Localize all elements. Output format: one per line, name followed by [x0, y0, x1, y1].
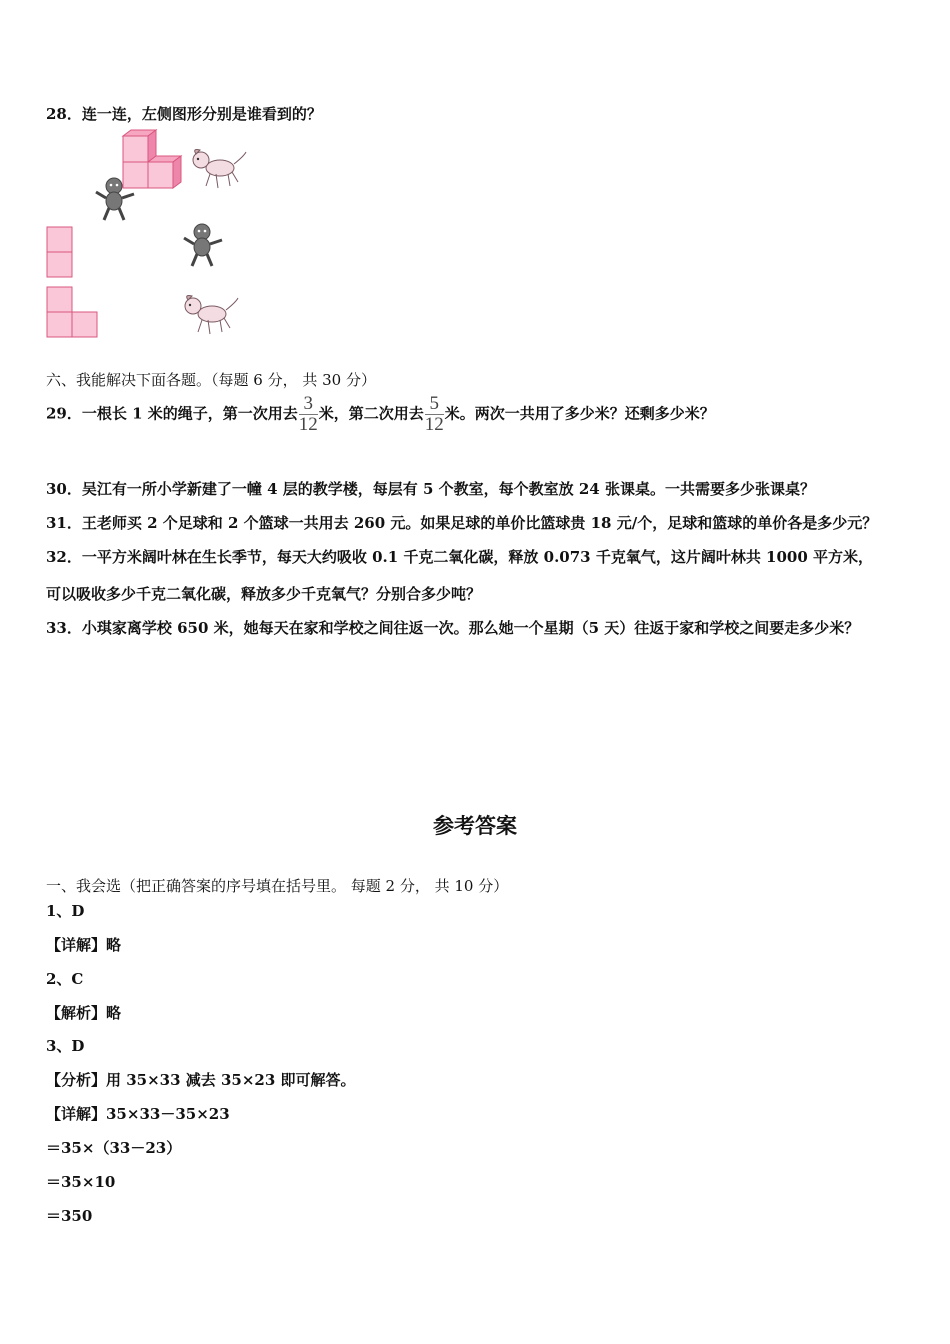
monkey-icon [180, 222, 226, 268]
question-30: 30．吴江有一所小学新建了一幢 4 层的教学楼，每层有 5 个教室，每个教室放 24 张课桌。一共需要多少张课桌？ [46, 480, 815, 498]
frac2-den: 12 [424, 414, 444, 435]
q29-suffix: 米。两次一共用了多少米？还剩多少米？ [444, 404, 715, 423]
answers-title: 参考答案 [433, 813, 517, 838]
answer-line: 【详解】35×33－35×23 [46, 1105, 230, 1123]
answer-line: 【详解】略 [46, 936, 122, 954]
answer-line: 【分析】用 35×33 减去 35×23 即可解答。 [46, 1071, 356, 1089]
dog-icon [188, 146, 248, 190]
q29-mid: 米，第二次用去 [318, 404, 424, 423]
view-shape-l [46, 286, 100, 338]
frac1-den: 12 [298, 414, 318, 435]
answers-section-1-heading: 一、我会选（把正确答案的序号填在括号里。 每题 2 分， 共 10 分） [46, 877, 509, 895]
answer-line: 3、D [46, 1037, 85, 1055]
question-32-line-2: 可以吸收多少千克二氧化碳，释放多少千克氧气？分别合多少吨？ [46, 585, 482, 603]
question-29 [46, 394, 715, 435]
answer-line: ＝35×10 [46, 1173, 116, 1191]
answer-line: ＝350 [46, 1207, 93, 1225]
question-28: 28．连一连，左侧图形分别是谁看到的？ [46, 105, 322, 123]
section-6-heading: 六、我能解决下面各题。（每题 6 分， 共 30 分） [46, 371, 376, 389]
answer-line: 2、C [46, 970, 84, 988]
frac2-num: 5 [425, 394, 444, 415]
question-31: 31．王老师买 2 个足球和 2 个篮球一共用去 260 元。如果足球的单价比篮球贵 18 元/个，足球和篮球的单价各是多少元？ [46, 514, 878, 532]
dog-icon [180, 292, 240, 336]
answer-line: 1、D [46, 902, 85, 920]
question-33: 33．小琪家离学校 650 米，她每天在家和学校之间往返一次。那么她一个星期（5 天）往返于家和学校之间要走多少米？ [46, 619, 860, 637]
frac1-num: 3 [299, 394, 318, 415]
q29-prefix: 29．一根长 1 米的绳子，第一次用去 [46, 404, 298, 423]
question-32-line-1: 32．一平方米阔叶林在生长季节，每天大约吸收 0.1 千克二氧化碳，释放 0.073 千克氧气，这片阔叶林共 1000 平方米， [46, 548, 874, 566]
answer-line: 【解析】略 [46, 1004, 122, 1022]
monkey-icon [92, 176, 138, 222]
fraction-3-12 [299, 394, 318, 435]
view-shape-vertical [46, 226, 74, 278]
fraction-5-12 [425, 394, 444, 435]
answer-line: ＝35×（33－23） [46, 1139, 182, 1157]
